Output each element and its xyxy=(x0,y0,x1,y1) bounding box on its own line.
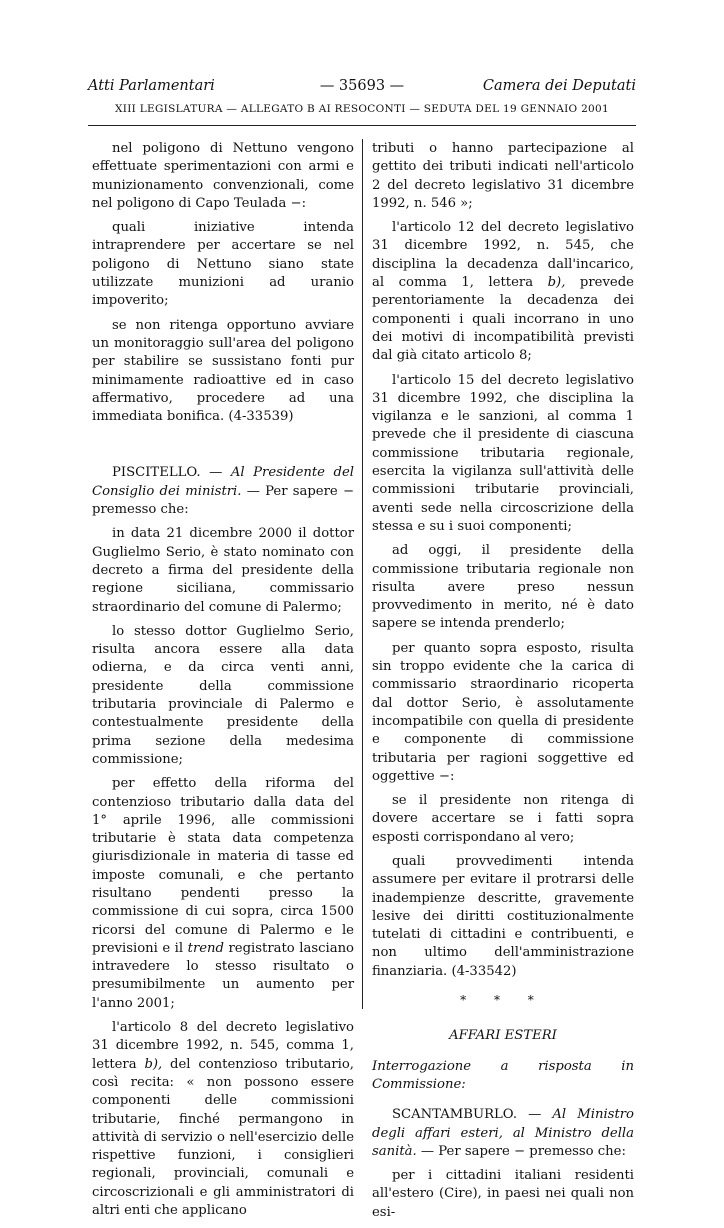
italic-term: b), xyxy=(547,275,566,291)
header-divider xyxy=(88,125,636,126)
paragraph: in data 21 dicembre 2000 il dottor Guglielmo Serio, è stato nominato con decreto a firma del presidente della regione siciliana, commissario straordinario del comune di Palermo; xyxy=(92,526,354,615)
header-subtitle: XIII LEGISLATURA — ALLEGATO B AI RESOCONTI — SEDUTA DEL 19 GENNAIO 2001 xyxy=(115,103,609,115)
right-column xyxy=(372,140,634,1228)
text-segment: l'articolo 12 del decreto legislativo 31 dicembre 1992, n. 545, che disciplina la decadenza dall'incarico, al comma 1, lettera xyxy=(372,220,634,291)
addressee: Al Presidente del Consiglio dei ministri. xyxy=(92,465,355,499)
author-name: PISCITELLO. xyxy=(112,465,201,481)
paragraph xyxy=(372,219,634,365)
paragraph: quali provvedimenti intenda assumere per evitare il protrarsi delle inadempienze descritte, gravemente lesive dei diritti costituzionalmente tutelati di cittadini e contribuenti, e non ultimo dell'amministrazione finanziaria. (4-33542) xyxy=(372,853,634,979)
paragraph: se il presidente non ritenga di dovere accertare se i fatti sopra esposti corrispondano al vero; xyxy=(372,793,634,845)
paragraph: ad oggi, il presidente della commissione tributaria regionale non risulta avere preso nessun provvedimento in merito, né è dato sapere se intenda prenderlo; xyxy=(372,543,634,632)
paragraph: tributi o hanno partecipazione al gettito dei tributi indicati nell'articolo 2 del decreto legislativo 31 dicembre 1992, n. 546 »; xyxy=(372,141,634,211)
intro-rest: — Per sapere − premesso che: xyxy=(92,483,354,518)
section-separator: * * * xyxy=(460,993,546,1008)
paragraph: quali iniziative intenda intraprendere per accertare se nel poligono di Nettuno siano state utilizzate munizioni ad uranio impoverito; xyxy=(92,220,354,309)
paragraph xyxy=(92,1019,354,1220)
page-number: — 35693 — xyxy=(319,78,405,94)
spacer xyxy=(92,432,354,464)
intro-rest: — Per sapere − premesso che: xyxy=(416,1143,626,1159)
italic-term: b), xyxy=(144,1056,163,1072)
dash: — xyxy=(200,465,231,481)
column-divider xyxy=(362,139,363,1009)
text-segment: prevede perentoriamente la decadenza dei componenti i quali incorrano in uno dei motivi di incompatibilità previsti dal già citato articolo 8; xyxy=(372,275,634,364)
paragraph: se non ritenga opportuno avviare un monitoraggio sull'area del poligono per stabilire se sussistano fonti pur minimamente radioattive ed in caso affermativo, procedere ad una immediata bonifica. (4-33539) xyxy=(92,317,354,425)
paragraph: lo stesso dottor Guglielmo Serio, risulta ancora essere alla data odierna, e da circa venti anni, presidente della commissione tributaria provinciale di Palermo e contestualmente presidente della prima sezione della medesima commissione; xyxy=(92,623,354,767)
dash: — xyxy=(517,1107,553,1123)
text-segment: l'articolo 8 del decreto legislativo 31 dicembre 1992, n. 545, comma 1, lettera xyxy=(92,1020,354,1072)
addressee: Al Ministro degli affari esteri, al Ministro della sanità. xyxy=(372,1107,634,1159)
text-segment: per effetto della riforma del contenzioso tributario dalla data del 1° aprile 1996, alle commissioni tributarie è stata data competenza giurisdizionale in materia di tasse ed imposte comunali, e che pertanto risultano pendenti presso la commissione di cui sopra, circa 1500 ricorsi del comune di Palermo e le previsioni e il xyxy=(92,776,354,956)
paragraph: per quanto sopra esposto, risulta sin troppo evidente che la carica di commissario straordinario ricoperta dal dottor Serio, è assolutamente incompatibile con quella di presidente e componente di commissione tributaria per ragioni soggettive ed oggettive −: xyxy=(372,640,634,784)
text-segment: registrato lasciano intravedere lo stesso risultato o presumibilmente un aumento per l'anno 2001; xyxy=(92,940,354,1011)
left-column xyxy=(92,140,354,1226)
question-intro xyxy=(92,464,354,519)
italic-term: trend xyxy=(187,940,224,956)
subsection-heading: Interrogazione a risposta in Commissione: xyxy=(372,1058,634,1092)
text-segment: del contenzioso tributario, così recita: « non possono essere componenti delle commissioni tributarie, finché permangono in attività di servizio o nell'esercizio delle rispettive funzioni, i consiglieri regionali, provinciali, comunali e circoscrizionali e gli amministratori di altri enti che applicano xyxy=(92,1056,354,1219)
header-right-title: Camera dei Deputati xyxy=(482,78,636,94)
paragraph xyxy=(92,775,354,1013)
paragraph: nel poligono di Nettuno vengono effettuate sperimentazioni con armi e munizionamento convenzionali, come nel poligono di Capo Teulada −: xyxy=(92,141,354,211)
author-name: SCANTAMBURLO. xyxy=(392,1107,518,1123)
header-left-title: Atti Parlamentari xyxy=(88,78,215,94)
paragraph: l'articolo 15 del decreto legislativo 31 dicembre 1992, che disciplina la vigilanza e le sanzioni, al comma 1 prevede che il presidente di ciascuna commissione tributaria regionale, esercita la vigilanza sull'attività delle commissioni tributarie provinciali, aventi sede nella circoscrizione della stessa e su i suoi componenti; xyxy=(372,372,634,534)
section-title: AFFARI ESTERI xyxy=(449,1028,557,1044)
question-intro xyxy=(372,1106,634,1161)
paragraph: per i cittadini italiani residenti all'estero (Cire), in paesi nei quali non esi- xyxy=(372,1168,634,1220)
page-header xyxy=(88,78,636,98)
